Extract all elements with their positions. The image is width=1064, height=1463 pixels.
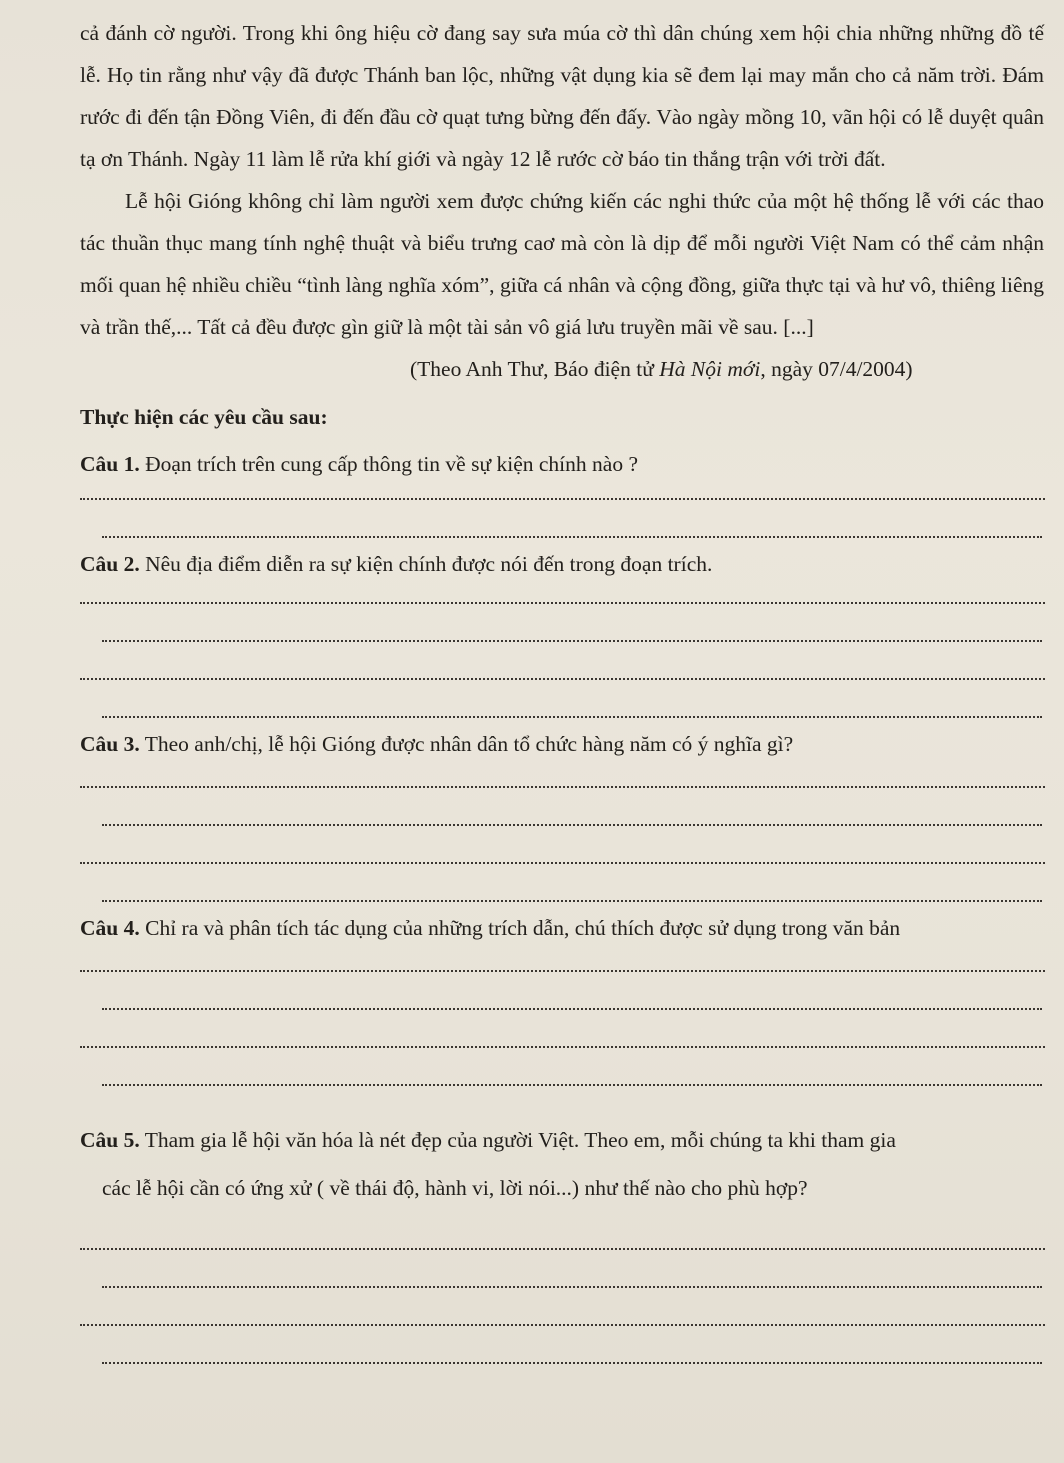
passage-source xyxy=(80,348,1044,390)
question-3-text: Theo anh/chị, lễ hội Gióng được nhân dân tổ chức hàng năm có ý nghĩa gì? xyxy=(139,732,794,756)
question-5-label: Câu 5. xyxy=(80,1128,140,1152)
question-5 xyxy=(80,1116,1044,1212)
source-suffix: , ngày 07/4/2004) xyxy=(760,357,913,381)
answer-line[interactable] xyxy=(102,788,1042,826)
passage-paragraph-1: cả đánh cờ người. Trong khi ông hiệu cờ đang say sưa múa cờ thì dân chúng xem hội chia những những đồ tế lễ. Họ tin rằng như vậy đã được Thánh ban lộc, những vật dụng kia sẽ đem lại may mắn cho cả năm trời. Đám rước đi đến tận Đồng Viên, đi đến đầu cờ quạt tưng bừng đến đấy. Vào ngày mồng 10, vãn hội có lễ duyệt quân tạ ơn Thánh. Ngày 11 làm lễ rửa khí giới và ngày 12 lễ rước cờ báo tin thắng trận với trời đất. xyxy=(80,21,1044,171)
question-2-label: Câu 2. xyxy=(80,552,140,576)
answer-line[interactable] xyxy=(80,826,1045,864)
answer-line[interactable] xyxy=(102,864,1042,902)
question-3-block xyxy=(80,724,1044,902)
question-5-block xyxy=(80,1116,1044,1364)
answer-line[interactable] xyxy=(102,500,1042,538)
answer-line[interactable] xyxy=(80,1010,1045,1048)
answer-line[interactable] xyxy=(80,642,1045,680)
question-4 xyxy=(80,908,1044,948)
answer-line[interactable] xyxy=(102,604,1042,642)
passage-paragraph-2: Lễ hội Gióng không chỉ làm người xem được chứng kiến các nghi thức của một hệ thống lễ với các thao tác thuần thục mang tính nghệ thuật và biểu trưng caơ mà còn là dịp để mỗi người Việt Nam có thể cảm nhận mối quan hệ nhiều chiều “tình làng nghĩa xóm”, giữa cá nhân và cộng đồng, giữa thực tại và hư vô, thiêng liêng và trần thế,... Tất cả đều được gìn giữ là một tài sản vô giá lưu truyền mãi về sau. [...] xyxy=(80,189,1044,339)
question-4-label: Câu 4. xyxy=(80,916,140,940)
question-1-text: Đoạn trích trên cung cấp thông tin về sự kiện chính nào ? xyxy=(139,452,638,476)
answer-line[interactable] xyxy=(80,1288,1045,1326)
question-5-text-continued: các lễ hội cần có ứng xử ( về thái độ, hành vi, lời nói...) như thế nào cho phù hợp? xyxy=(102,1176,808,1200)
answer-line[interactable] xyxy=(102,1048,1042,1086)
instructions-heading: Thực hiện các yêu cầu sau: xyxy=(80,405,328,429)
question-2-block xyxy=(80,544,1044,718)
question-4-block xyxy=(80,908,1044,1086)
answer-line[interactable] xyxy=(102,1250,1042,1288)
answer-line[interactable] xyxy=(102,1326,1042,1364)
source-newspaper: Hà Nội mới xyxy=(659,357,761,381)
source-prefix: (Theo Anh Thư, Báo điện tử xyxy=(410,357,660,381)
question-5-text: Tham gia lễ hội văn hóa là nét đẹp của người Việt. Theo em, mỗi chúng ta khi tham gia xyxy=(139,1128,896,1152)
question-4-text: Chỉ ra và phân tích tác dụng của những trích dẫn, chú thích được sử dụng trong văn bản xyxy=(139,916,901,940)
question-1-block xyxy=(80,444,1044,538)
answer-line[interactable] xyxy=(80,1212,1045,1250)
answer-line[interactable] xyxy=(102,972,1042,1010)
question-3-label: Câu 3. xyxy=(80,732,140,756)
question-2-text: Nêu địa điểm diễn ra sự kiện chính được nói đến trong đoạn trích. xyxy=(139,552,713,576)
answer-line[interactable] xyxy=(102,680,1042,718)
question-1-label: Câu 1. xyxy=(80,452,140,476)
